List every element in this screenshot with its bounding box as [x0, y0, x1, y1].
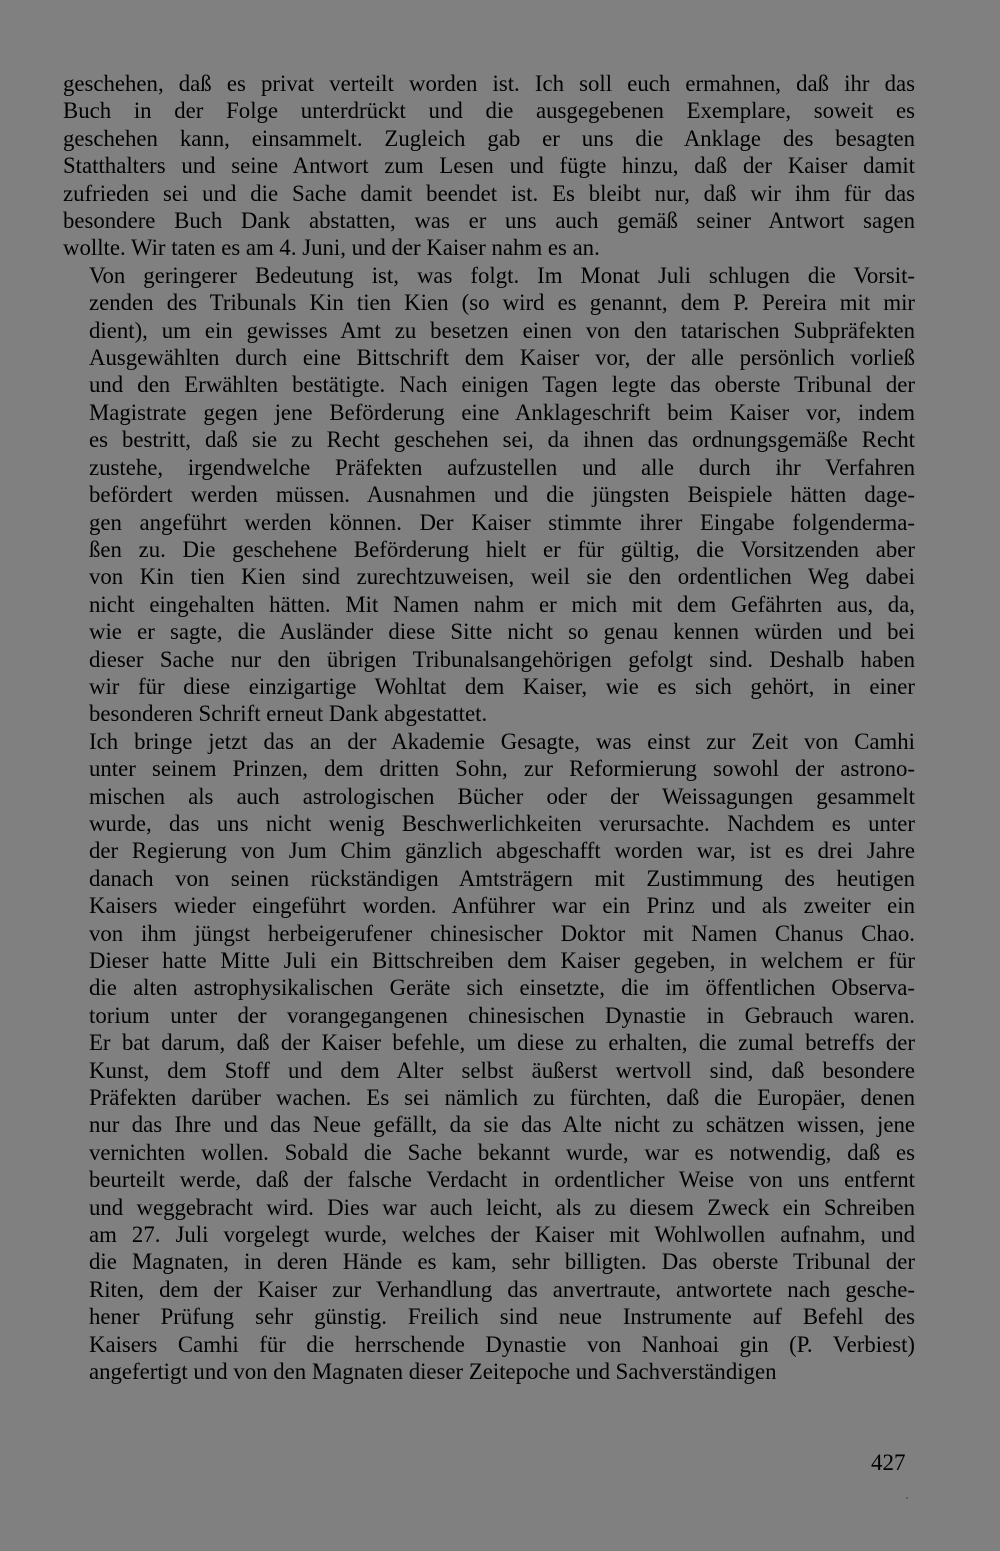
text-line: besondere Buch Dank abstatten, was er uns auch gemäß seiner Antwort sagen	[63, 208, 915, 234]
text-line: Magistrate gegen jene Beförderung eine Anklageschrift beim Kaiser vor, indem	[89, 399, 915, 425]
text-line: danach von seinen rückständigen Amtsträgern mit Zustimmung des heutigen	[89, 865, 915, 891]
text-line: Riten, dem der Kaiser zur Verhandlung das anvertraute, antwortete nach gesche-	[89, 1276, 915, 1302]
text-line: am 27. Juli vorgelegt wurde, welches der Kaiser mit Wohlwollen aufnahm, und	[89, 1222, 915, 1248]
text-line: vernichten wollen. Sobald die Sache bekannt wurde, war es notwendig, daß es	[89, 1139, 915, 1165]
text-line: wurde, das uns nicht wenig Beschwerlichkeiten verursachte. Nachdem es unter	[89, 810, 915, 836]
text-line: von ihm jüngst herbeigerufener chinesischer Doktor mit Namen Chanus Chao.	[89, 920, 915, 946]
text-line: nicht eingehalten hätten. Mit Namen nahm er mich mit dem Gefährten aus, da,	[89, 591, 915, 617]
text-line: und weggebracht wird. Dies war auch leicht, als zu diesem Zweck ein Schreiben	[89, 1194, 915, 1220]
text-line: ßen zu. Die geschehene Beförderung hielt er für gültig, die Vorsitzenden aber	[89, 536, 915, 562]
text-line: geschehen kann, einsammelt. Zugleich gab er uns die Anklage des besagten	[63, 125, 915, 151]
text-line: wir für diese einzigartige Wohltat dem Kaiser, wie es sich gehört, in einer	[89, 673, 915, 699]
page-number: 427	[871, 1450, 906, 1475]
text-line: zustehe, irgendwelche Präfekten aufzustellen und alle durch ihr Verfahren	[89, 454, 915, 480]
text-line: es bestritt, daß sie zu Recht geschehen sei, da ihnen das ordnungsgemäße Recht	[89, 427, 915, 453]
text-line: hener Prüfung sehr günstig. Freilich sind neue Instrumente auf Befehl des	[89, 1304, 915, 1330]
text-line: beurteilt werde, daß der falsche Verdacht in ordentlicher Weise von uns entfernt	[89, 1167, 915, 1193]
text-line: Ich bringe jetzt das an der Akademie Gesagte, was einst zur Zeit von Camhi	[89, 728, 915, 754]
text-line: und den Erwählten bestätigte. Nach einigen Tagen legte das oberste Tribunal der	[89, 372, 915, 398]
text-line: unter seinem Prinzen, dem dritten Sohn, zur Reformierung sowohl der astrono-	[89, 756, 915, 782]
text-line: Statthalters und seine Antwort zum Lesen und fügte hinzu, daß der Kaiser damit	[63, 153, 915, 179]
text-line: befördert werden müssen. Ausnahmen und die jüngsten Beispiele hätten dage-	[89, 482, 915, 508]
text-line: die alten astrophysikalischen Geräte sich einsetzte, die im öffentlichen Observa-	[89, 975, 915, 1001]
text-line: Kaisers wieder eingeführt worden. Anführer war ein Prinz und als zweiter ein	[89, 893, 915, 919]
text-line: der Regierung von Jum Chim gänzlich abgeschafft worden war, ist es drei Jahre	[89, 838, 915, 864]
text-line: zufrieden sei und die Sache damit beendet ist. Es bleibt nur, daß wir ihm für das	[63, 180, 915, 206]
text-line: geschehen, daß es privat verteilt worden ist. Ich soll euch ermahnen, daß ihr das	[63, 71, 915, 96]
text-line: nur das Ihre und das Neue gefällt, da sie das Alte nicht zu schätzen wissen, jene	[89, 1112, 915, 1138]
paragraph	[63, 70, 915, 262]
text-line: angefertigt und von den Magnaten dieser Zeitepoche und Sachverständigen	[89, 1359, 777, 1385]
text-line: Ausgewählten durch eine Bittschrift dem Kaiser vor, der alle persönlich vorließ	[89, 345, 915, 371]
text-line: zenden des Tribunals Kin tien Kien (so wird es genannt, dem P. Pereira mit mir	[89, 290, 915, 316]
text-line: von Kin tien Kien sind zurechtzuweisen, weil sie den ordentlichen Weg dabei	[89, 564, 915, 590]
paragraph	[63, 728, 915, 1386]
text-line: Kunst, dem Stoff und dem Alter selbst äußerst wertvoll sind, daß besondere	[89, 1057, 915, 1083]
text-line: Er bat darum, daß der Kaiser befehle, um diese zu erhalten, die zumal betreffs der	[89, 1030, 915, 1056]
text-line: dieser Sache nur den übrigen Tribunalsangehörigen gefolgt sind. Deshalb haben	[89, 646, 915, 672]
text-line: wollte. Wir taten es am 4. Juni, und der Kaiser nahm es an.	[63, 235, 600, 261]
text-line: mischen als auch astrologischen Bücher oder der Weissagungen gesammelt	[89, 783, 915, 809]
text-line: gen angeführt werden können. Der Kaiser stimmte ihrer Eingabe folgenderma-	[89, 509, 915, 535]
text-line: dient), um ein gewisses Amt zu besetzen einen von den tatarischen Subpräfekten	[89, 317, 915, 343]
scan-speck	[906, 1497, 908, 1499]
text-line: Buch in der Folge unterdrückt und die ausgegebenen Exemplare, soweit es	[63, 98, 915, 124]
text-line: Dieser hatte Mitte Juli ein Bittschreiben dem Kaiser gegeben, in welchem er für	[89, 948, 915, 973]
body-text	[63, 70, 915, 1386]
text-line: torium unter der vorangegangenen chinesischen Dynastie in Gebrauch waren.	[89, 1002, 915, 1028]
text-line: besonderen Schrift erneut Dank abgestattet.	[89, 701, 488, 727]
text-line: Präfekten darüber wachen. Es sei nämlich zu fürchten, daß die Europäer, denen	[89, 1085, 915, 1111]
paragraph	[63, 262, 915, 728]
text-line: wie er sagte, die Ausländer diese Sitte nicht so genau kennen würden und bei	[89, 619, 915, 645]
text-line: Von geringerer Bedeutung ist, was folgt. Im Monat Juli schlugen die Vorsit-	[89, 262, 915, 288]
text-line: Kaisers Camhi für die herrschende Dynastie von Nanhoai gin (P. Verbiest)	[89, 1331, 915, 1357]
text-line: die Magnaten, in deren Hände es kam, sehr billigten. Das oberste Tribunal der	[89, 1249, 915, 1275]
